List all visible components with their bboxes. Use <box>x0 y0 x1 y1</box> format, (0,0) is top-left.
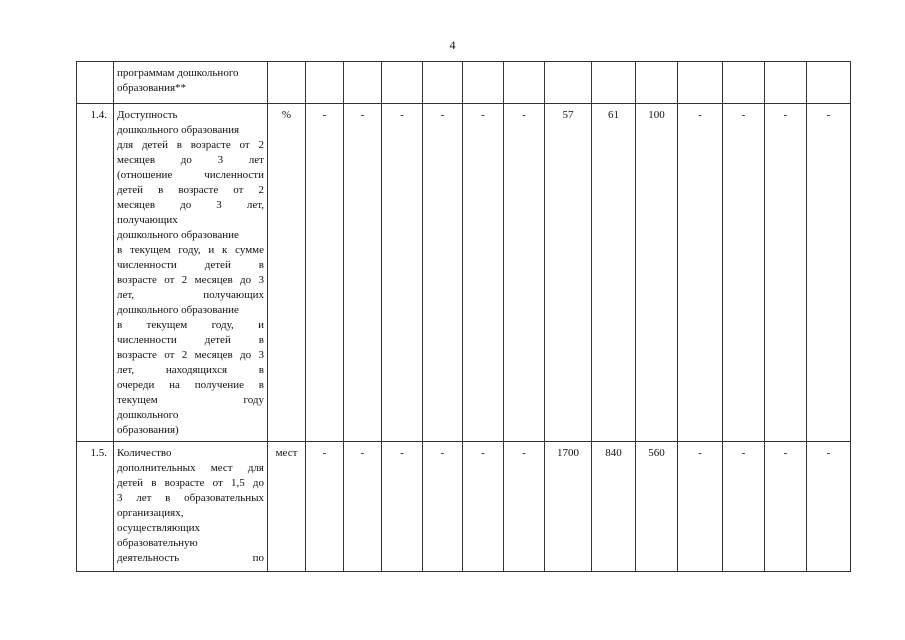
description-line: получающих <box>117 214 178 226</box>
description-line: Количество <box>117 447 172 459</box>
description-line: в текущем году, и <box>117 319 264 331</box>
description-line: в текущем году, и к сумме <box>117 244 264 256</box>
value-cell: - <box>344 104 382 442</box>
description-line: дополнительных мест для <box>117 462 264 474</box>
value-cell <box>678 62 723 104</box>
value-cell: 1700 <box>545 442 592 572</box>
value-cell <box>382 62 423 104</box>
page-number: 4 <box>449 38 456 52</box>
indicator-description-cell <box>114 62 268 104</box>
value-cell: - <box>382 104 423 442</box>
description-line: образования** <box>117 82 187 94</box>
value-cell <box>306 62 344 104</box>
value-cell <box>423 62 463 104</box>
unit-cell <box>268 62 306 104</box>
description-line: месяцев до 3 лет <box>117 154 264 166</box>
description-line: дошкольного <box>117 409 179 421</box>
value-cell: 560 <box>636 442 678 572</box>
value-cell <box>636 62 678 104</box>
value-cell: - <box>807 104 851 442</box>
description-line: дошкольного образование <box>117 304 239 316</box>
unit-cell: % <box>268 104 306 442</box>
value-cell <box>463 62 504 104</box>
value-cell: - <box>765 104 807 442</box>
description-line: образовательную <box>117 537 198 549</box>
description-line: очереди на получение в <box>117 379 264 391</box>
description-line: дошкольного образование <box>117 229 239 241</box>
value-cell: - <box>306 442 344 572</box>
value-cell: - <box>423 104 463 442</box>
value-cell: 100 <box>636 104 678 442</box>
value-cell: 61 <box>592 104 636 442</box>
value-cell: - <box>765 442 807 572</box>
description-line: (отношение численности <box>117 169 264 181</box>
value-cell <box>723 62 765 104</box>
description-line: численности детей в <box>117 334 264 346</box>
value-cell <box>344 62 382 104</box>
row-number-cell: 1.5. <box>77 442 114 572</box>
description-line: организациях, <box>117 507 184 519</box>
description-line: текущем году <box>117 394 264 406</box>
value-cell <box>807 62 851 104</box>
description-line: 3 лет в образовательных <box>117 492 264 504</box>
value-cell <box>765 62 807 104</box>
value-cell: 57 <box>545 104 592 442</box>
value-cell: - <box>344 442 382 572</box>
value-cell: - <box>504 104 545 442</box>
table-row <box>77 62 851 104</box>
row-number-cell: 1.4. <box>77 104 114 442</box>
value-cell: - <box>463 104 504 442</box>
value-cell: 840 <box>592 442 636 572</box>
table-body <box>77 62 851 572</box>
description-line: деятельность по <box>117 552 264 564</box>
value-cell <box>592 62 636 104</box>
value-cell: - <box>723 104 765 442</box>
description-line: детей в возрасте от 2 <box>117 184 264 196</box>
description-line: возрасте от 2 месяцев до 3 <box>117 349 264 361</box>
value-cell <box>504 62 545 104</box>
value-cell: - <box>463 442 504 572</box>
value-cell: - <box>423 442 463 572</box>
row-number-cell <box>77 62 114 104</box>
value-cell <box>545 62 592 104</box>
description-line: лет, находящихся в <box>117 364 264 376</box>
description-line: программам дошкольного <box>117 67 239 79</box>
table-row <box>77 104 851 442</box>
value-cell: - <box>382 442 423 572</box>
description-line: дошкольного образования <box>117 124 240 136</box>
description-line: возрасте от 2 месяцев до 3 <box>117 274 264 286</box>
description-line: образования) <box>117 424 179 436</box>
table-row <box>77 442 851 572</box>
unit-cell: мест <box>268 442 306 572</box>
description-line: лет, получающих <box>117 289 264 301</box>
indicator-description-cell <box>114 104 268 442</box>
indicators-table <box>76 61 851 572</box>
description-line: Доступность <box>117 109 178 121</box>
description-line: для детей в возрасте от 2 <box>117 139 264 151</box>
value-cell: - <box>723 442 765 572</box>
value-cell: - <box>306 104 344 442</box>
value-cell: - <box>678 442 723 572</box>
description-line: осуществляющих <box>117 522 200 534</box>
value-cell: - <box>504 442 545 572</box>
value-cell: - <box>807 442 851 572</box>
description-line: численности детей в <box>117 259 264 271</box>
value-cell: - <box>678 104 723 442</box>
description-line: месяцев до 3 лет, <box>117 199 264 211</box>
indicator-description-cell <box>114 442 268 572</box>
description-line: детей в возрасте от 1,5 до <box>117 477 264 489</box>
